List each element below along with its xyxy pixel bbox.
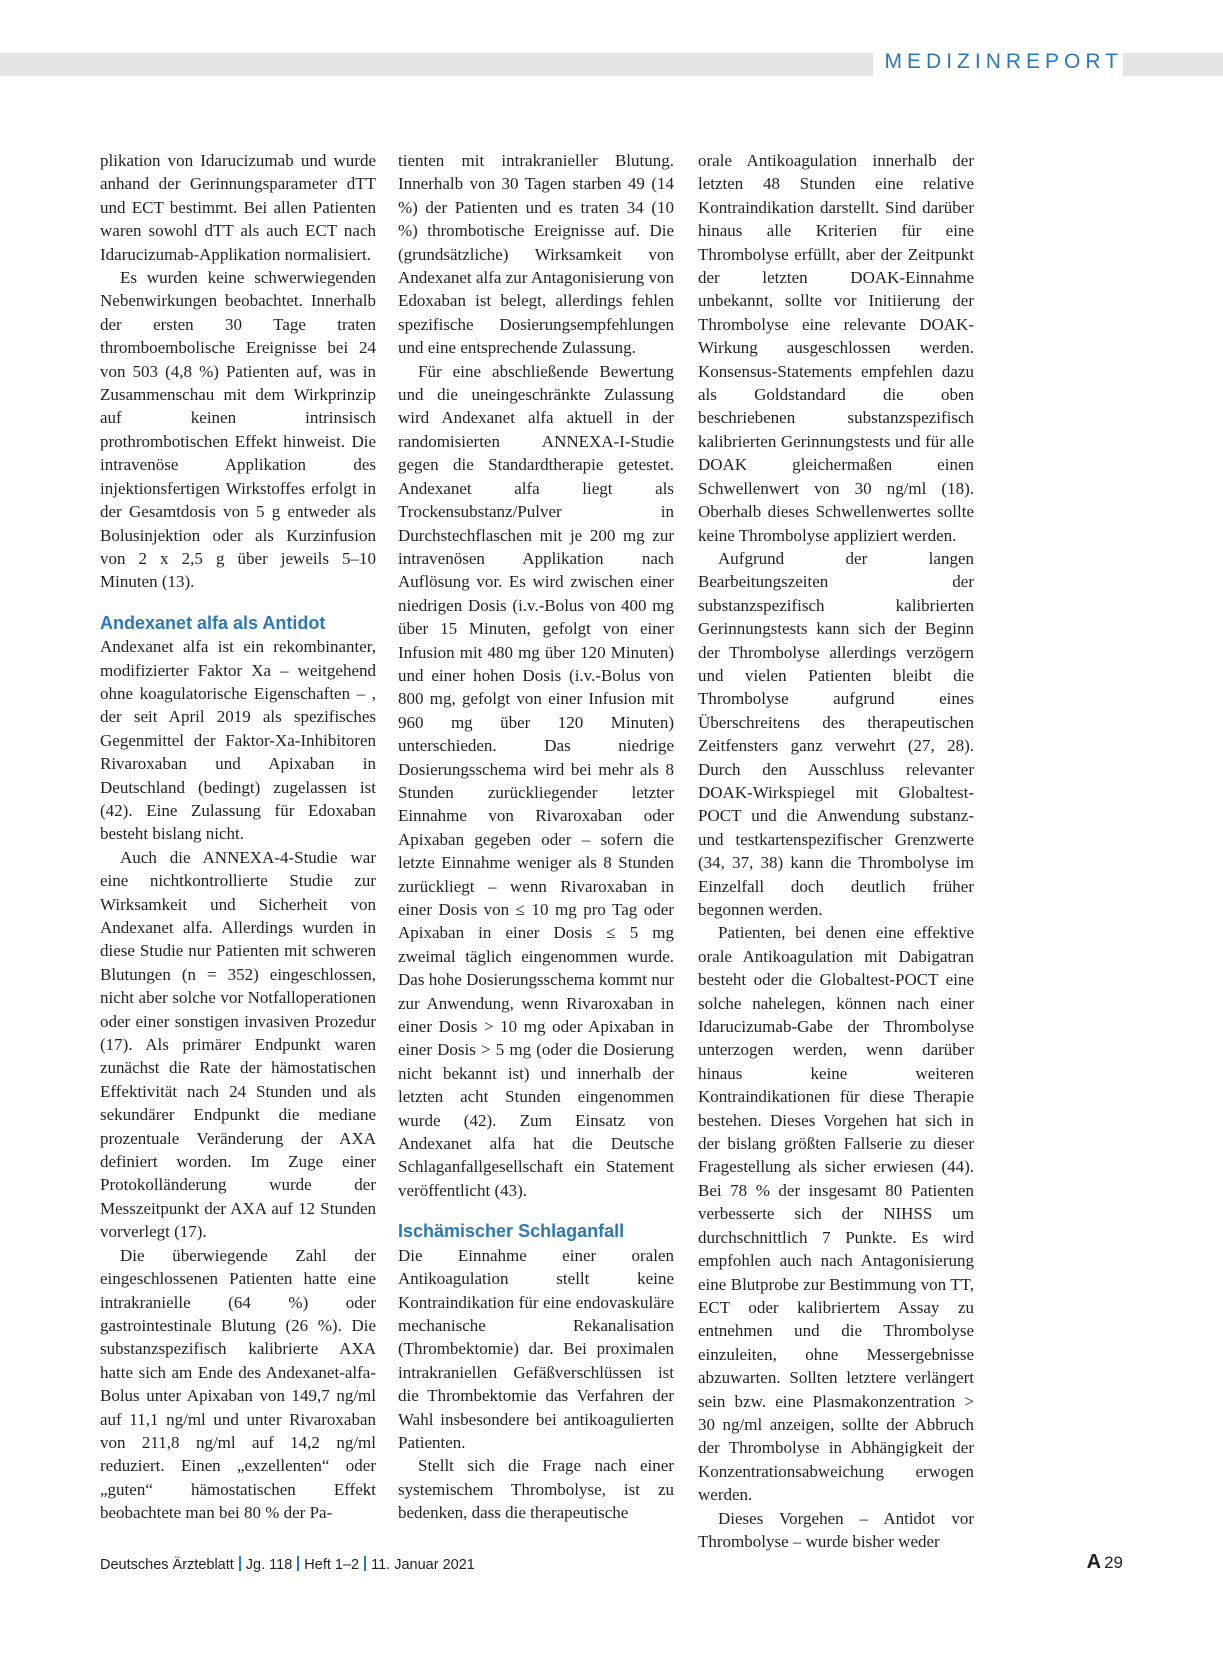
text-column-2 xyxy=(398,149,674,1525)
section-heading: Ischämischer Schlaganfall xyxy=(398,1221,625,1242)
footer-separator xyxy=(239,1556,241,1571)
page-prefix: A xyxy=(1086,1551,1102,1573)
body-paragraph: plikation von Idarucizumab und wurde anhand der Gerinnungsparameter dTT und ECT bestimmt. Bei allen Patienten waren sowohl dTT als auch ECT nach Idarucizumab-Applikation normalisiert. xyxy=(100,151,376,264)
journal-date: 11. Januar 2021 xyxy=(371,1557,475,1573)
body-paragraph: Dieses Vorgehen – Antidot vor Thrombolyse – wurde bisher weder xyxy=(698,1508,974,1551)
body-paragraph: Für eine abschließende Bewertung und die uneingeschränkte Zulassung wird Andexanet alfa aktuell in der randomisierten ANNEXA-I-Studie gegen die Standardtherapie getestet. Andexanet alfa liegt als Trockensubstanz/Pulver in Durchstechflaschen mit je 200 mg zur intravenösen Applikation nach Auflösung vor. Es wird zwischen einer niedrigen Dosis (i.v.-Bolus von 400 mg über 15 Minuten, gefolgt von einer Infusion mit 480 mg über 120 Minuten) und einer hohen Dosis (i.v.-Bolus von 800 mg, gefolgt von einer Infusion mit 960 mg über 120 Minuten) unterschieden. Das niedrige Dosierungsschema wird bei mehr als 8 Stunden zurückliegender letzter Einnahme von Rivaroxaban oder Apixaban gegeben oder – sofern die letzte Einnahme weniger als 8 Stunden zurückliegt – wenn Rivaroxaban in einer Dosis von ≤ 10 mg pro Tag oder Apixaban in einer Dosis ≤ 5 mg zweimal täglich eingenommen wurde. Das hohe Dosierungsschema kommt nur zur Anwendung, wenn Rivaroxaban in einer Dosis > 10 mg oder Apixaban in einer Dosis > 5 mg (oder die Dosierung nicht bekannt ist) und innerhalb der letzten acht Stunden eingenommen wurde (42). Zum Einsatz von Andexanet alfa hat die Deutsche Schlaganfallgesellschaft ein Statement veröffentlicht (43). xyxy=(398,361,674,1200)
body-paragraph: tienten mit intrakranieller Blutung. Innerhalb von 30 Tagen starben 49 (14 %) der Patienten und es traten 34 (10 %) thrombotische Ereignisse auf. Die (grundsätzliche) Wirksamkeit von Andexanet alfa zur Antagonisierung von Edoxaban ist belegt, allerdings fehlen spezifische Dosierungsempfehlungen und eine entsprechende Zulassung. xyxy=(398,151,674,358)
body-paragraph: Andexanet alfa ist ein rekombinanter, modifizierter Faktor Xa – weitgehend ohne koagulatorische Eigenschaften – , der seit April 2019 als spezifisches Gegenmittel der Faktor-Xa-Inhibitoren Rivaroxaban und Apixaban in Deutschland (bedingt) zugelassen ist (42). Eine Zulassung für Edoxaban besteht bislang nicht. xyxy=(100,637,376,844)
text-column-1 xyxy=(100,149,376,1525)
footer-separator xyxy=(297,1556,299,1571)
journal-name: Deutsches Ärzteblatt xyxy=(100,1557,234,1573)
page-number xyxy=(1087,1551,1123,1574)
body-paragraph: Es wurden keine schwerwiegenden Nebenwirkungen beobachtet. Innerhalb der ersten 30 Tage traten thromboembolische Ereignisse bei 24 von 503 (4,8 %) Patienten auf, was in Zusammenschau mit dem Wirkprinzip auf keinen intrinsisch prothrombotischen Effekt hinweist. Die intravenöse Applikation des injektionsfertigen Wirkstoffes erfolgt in der Gesamtdosis von 5 g entweder als Bolusinjektion oder als Kurzinfusion von 2 x 2,5 g über jeweils 5–10 Minuten (13). xyxy=(100,268,376,592)
body-paragraph: Die Einnahme einer oralen Antikoagulation stellt keine Kontraindikation für eine endovaskuläre mechanische Rekanalisation (Thrombektomie) dar. Bei proximalen intrakraniellen Gefäßverschlüssen ist die Thrombektomie das Verfahren der Wahl insbesondere bei antikoagulierten Patienten. xyxy=(398,1245,674,1452)
footer-separator xyxy=(364,1556,366,1571)
body-paragraph: Aufgrund der langen Bearbeitungszeiten der substanzspezifisch kalibrierten Gerinnungstests kann sich der Beginn der Thrombolyse allerdings verzögern und vielen Patienten bleibt die Thrombolyse aufgrund eines Überschreitens des therapeutischen Zeitfensters ganz verwehrt (27, 28). Durch den Ausschluss relevanter DOAK-Wirkspiegel mit Globaltest-POCT und die Anwendung substanz- und testkartenspezifischer Grenzwerte (34, 37, 38) kann die Thrombolyse im Einzelfall doch deutlich früher begonnen werden. xyxy=(698,548,974,919)
body-paragraph: orale Antikoagulation innerhalb der letzten 48 Stunden eine relative Kontraindikation darstellt. Sind darüber hinaus alle Kriterien für eine Thrombolyse erfüllt, aber der Zeitpunkt der letzten DOAK-Einnahme unbekannt, sollte vor Initiierung der Thrombolyse eine relevante DOAK-Wirkung ausgeschlossen werden. Konsensus-Statements empfehlen dazu als Goldstandard die oben beschriebenen substanzspezifisch kalibrierten Gerinnungstests und für alle DOAK gleichermaßen einen Schwellenwert von 30 ng/ml (18). Oberhalb dieses Schwellenwertes sollte keine Thrombolyse appliziert werden. xyxy=(698,151,974,545)
body-paragraph: Die überwiegende Zahl der eingeschlossenen Patienten hatte eine intrakranielle (64 %) oder gastrointestinale Blutung (26 %). Die substanzspezifisch kalibrierte AXA hatte sich am Ende des Andexanet-alfa-Bolus unter Apixaban von 149,7 ng/ml auf 11,1 ng/ml und unter Rivaroxaban von 211,8 ng/ml auf 14,2 ng/ml reduziert. Einen „exzellenten“ oder „guten“ hämostatischen Effekt beobachtete man bei 80 % der Pa- xyxy=(100,1245,376,1523)
body-paragraph: Patienten, bei denen eine effektive orale Antikoagulation mit Dabigatran besteht oder die Globaltest-POCT eine solche nahelegen, können nach einer Idarucizumab-Gabe der Thrombolyse unterzogen werden, wenn darüber hinaus keine weiteren Kontraindikationen für diese Therapie bestehen. Dieses Vorgehen hat sich in der bislang größten Fallserie zu dieser Fragestellung als sicher erwiesen (44). Bei 78 % der insgesamt 80 Patienten verbesserte sich der NIHSS um durchschnittlich 7 Punkte. Es wird empfohlen auch nach Antagonisierung eine Blutprobe zur Bestimmung von TT, ECT oder kalibriertem Assay zu entnehmen und die Thrombolyse einzuleiten, ohne Messergebnisse abzuwarten. Sollten letztere verlängert sein bzw. eine Plasmakonzentration > 30 ng/ml anzeigen, sollte der Abbruch der Thrombolyse in Abhängigkeit der Konzentrationsabweichung erwogen werden. xyxy=(698,923,974,1505)
body-paragraph: Auch die ANNEXA-4-Studie war eine nichtkontrollierte Studie zur Wirksamkeit und Sicherheit von Andexanet alfa. Allerdings wurden in diese Studie nur Patienten mit schweren Blutungen (n = 352) eingeschlossen, nicht aber solche vor Notfalloperationen oder einer sonstigen invasiven Prozedur (17). Als primärer Endpunkt waren zunächst die Rate der hämostatischen Effektivität nach 24 Stunden und als sekundärer Endpunkt die mediane prozentuale Veränderung der AXA definiert worden. Im Zuge einer Protokolländerung wurde der Messzeitpunkt der AXA auf 12 Stunden vorverlegt (17). xyxy=(100,847,376,1242)
section-heading: Andexanet alfa als Antidot xyxy=(100,612,326,633)
journal-issue: Heft 1–2 xyxy=(304,1557,360,1573)
body-paragraph: Stellt sich die Frage nach einer systemischem Thrombolyse, ist zu bedenken, dass die therapeutische xyxy=(398,1456,674,1523)
page-number-value: 29 xyxy=(1104,1553,1123,1572)
footer xyxy=(100,1556,475,1573)
journal-volume: Jg. 118 xyxy=(245,1557,293,1573)
text-column-3 xyxy=(698,149,974,1553)
section-label: MEDIZINREPORT xyxy=(873,48,1123,76)
